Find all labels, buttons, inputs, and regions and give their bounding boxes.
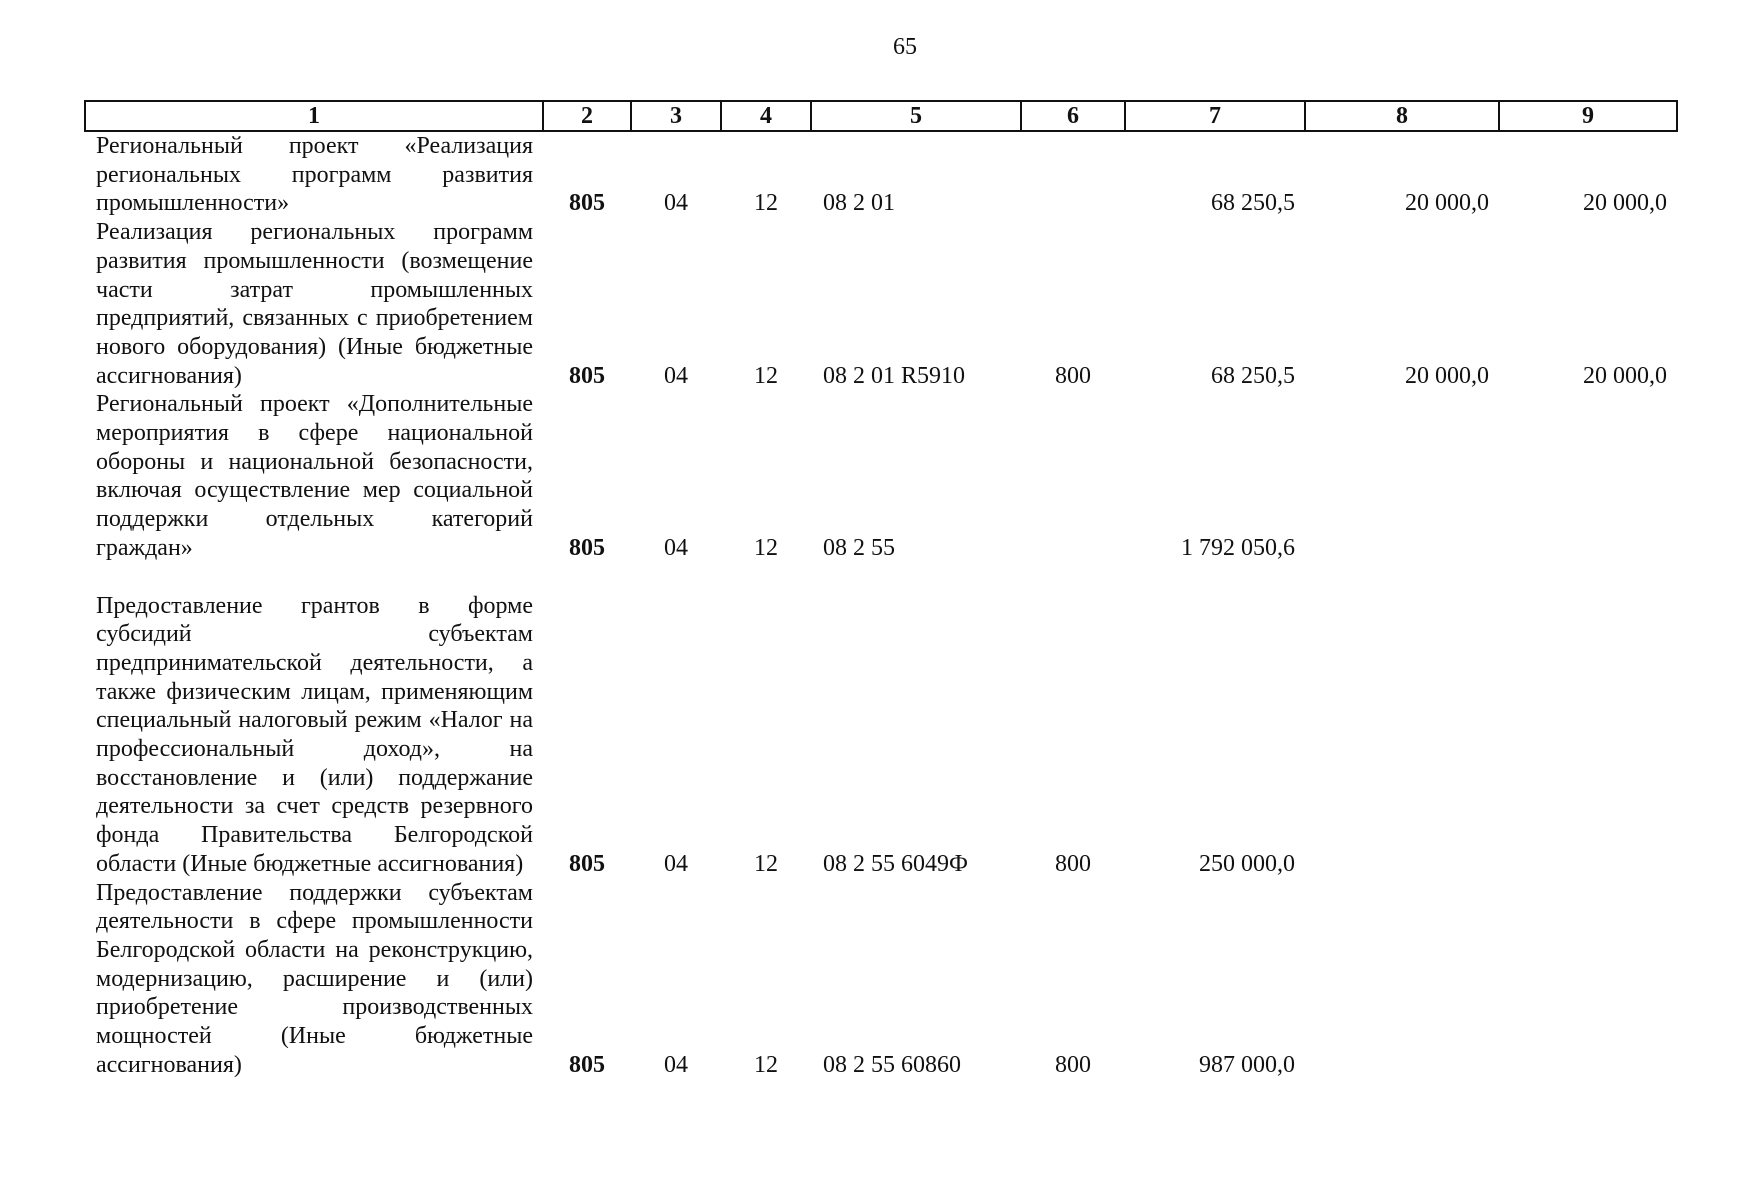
col-header-1: 1 xyxy=(85,101,543,131)
col-header-9: 9 xyxy=(1499,101,1677,131)
expense-type-code: 800 xyxy=(1055,362,1091,389)
col-header-2: 2 xyxy=(543,101,631,131)
ministry-code: 805 xyxy=(569,534,605,561)
amount-col-7: 987 000,0 xyxy=(1199,1051,1295,1078)
target-article-code: 08 2 01 R5910 xyxy=(823,362,966,389)
target-article-code: 08 2 55 60860 xyxy=(823,1051,961,1078)
table-header-row xyxy=(85,101,1677,131)
row-description: Региональный проект «Дополнительные мероприятия в сфере национальной обороны и национальной безопасности, включая осуществление мер социальной поддержки отдельных категорий граждан» xyxy=(96,391,533,561)
subsection-code: 12 xyxy=(754,1051,778,1078)
subsection-code: 12 xyxy=(754,190,778,217)
subsection-code: 12 xyxy=(754,362,778,389)
amount-col-7: 68 250,5 xyxy=(1211,362,1295,389)
expense-type-code xyxy=(1021,390,1125,562)
amount-col-7: 250 000,0 xyxy=(1199,850,1295,877)
section-code: 04 xyxy=(664,1051,688,1078)
ministry-code: 805 xyxy=(569,1051,605,1078)
target-article-code: 08 2 01 xyxy=(823,190,895,217)
ministry-code: 805 xyxy=(569,190,605,217)
amount-col-9 xyxy=(1499,390,1677,562)
budget-table xyxy=(84,100,1678,1080)
row-description: Региональный проект «Реализация региональных программ развития промышленности» xyxy=(96,133,533,217)
table-row xyxy=(85,131,1677,218)
col-header-7: 7 xyxy=(1125,101,1305,131)
expense-type-code: 800 xyxy=(1055,850,1091,877)
amount-col-9 xyxy=(1499,879,1677,1080)
page-number: 65 xyxy=(893,34,917,60)
amount-col-9: 20 000,0 xyxy=(1583,362,1667,389)
row-description: Предоставление поддержки субъектам деятельности в сфере промышленности Белгородской области на реконструкцию, модернизацию, расширение и (или) приобретение производственных мощностей (Иные бюджетные ассигнования) xyxy=(96,879,533,1078)
amount-col-7: 1 792 050,6 xyxy=(1181,534,1295,561)
amount-col-9 xyxy=(1499,563,1677,879)
col-header-6: 6 xyxy=(1021,101,1125,131)
col-header-3: 3 xyxy=(631,101,721,131)
col-header-5: 5 xyxy=(811,101,1021,131)
amount-col-9: 20 000,0 xyxy=(1583,190,1667,217)
table-row xyxy=(85,563,1677,879)
amount-col-8 xyxy=(1305,879,1499,1080)
table-row xyxy=(85,390,1677,562)
section-code: 04 xyxy=(664,190,688,217)
target-article-code: 08 2 55 xyxy=(823,534,895,561)
col-header-4: 4 xyxy=(721,101,811,131)
expense-type-code: 800 xyxy=(1055,1051,1091,1078)
row-description: Предоставление грантов в форме субсидий субъектам предпринимательской деятельности, а также физическим лицам, применяющим специальный налоговый режим «Налог на профессиональный доход», на восстановление и (или) поддержание деятельности за счет средств резервного фонда Правительства Белгородской области (Иные бюджетные ассигнования) xyxy=(96,592,533,877)
section-code: 04 xyxy=(664,362,688,389)
amount-col-8: 20 000,0 xyxy=(1405,190,1489,217)
amount-col-7: 68 250,5 xyxy=(1211,190,1295,217)
section-code: 04 xyxy=(664,850,688,877)
row-description: Реализация региональных программ развития промышленности (возмещение части затрат промышленных предприятий, связанных с приобретением нового оборудования) (Иные бюджетные ассигнования) xyxy=(96,219,533,389)
col-header-8: 8 xyxy=(1305,101,1499,131)
amount-col-8: 20 000,0 xyxy=(1405,362,1489,389)
subsection-code: 12 xyxy=(754,534,778,561)
target-article-code: 08 2 55 6049Ф xyxy=(823,850,968,877)
subsection-code: 12 xyxy=(754,850,778,877)
table-row xyxy=(85,879,1677,1080)
section-code: 04 xyxy=(664,534,688,561)
table-row xyxy=(85,218,1677,390)
expense-type-code xyxy=(1021,131,1125,218)
amount-col-8 xyxy=(1305,390,1499,562)
ministry-code: 805 xyxy=(569,362,605,389)
ministry-code: 805 xyxy=(569,850,605,877)
amount-col-8 xyxy=(1305,563,1499,879)
